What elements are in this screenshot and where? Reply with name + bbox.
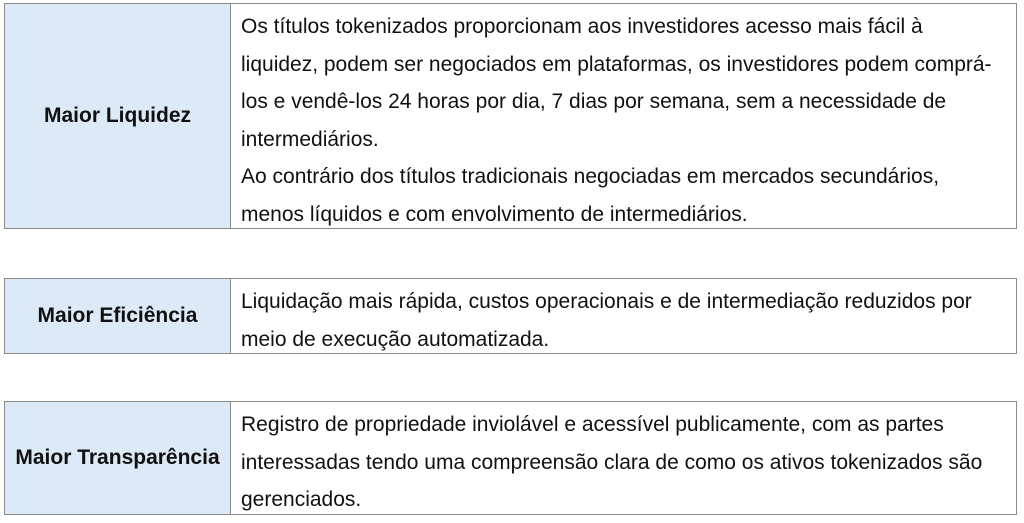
table-row-maior-liquidez [4,3,1017,229]
row-label-maior-liquidez: Maior Liquidez [5,4,231,228]
row-label-maior-eficiencia: Maior Eficiência [5,279,231,353]
description-paragraph: Os títulos tokenizados proporcionam aos investidores acesso mais fácil à liquidez, podem ser negociados em plataformas, os investidores podem comprá-los e vendê-los 24 horas por dia, 7 dias por semana, sem a necessidade de intermediários. [241,15,992,151]
row-label-maior-transparencia: Maior Transparência [5,402,231,514]
table-row-maior-transparencia [4,401,1017,515]
description-paragraph: Registro de propriedade inviolável e acessível publicamente, com as partes interessadas tendo uma compreensão clara de como os ativos tokenizados são gerenciados. [241,413,983,511]
description-paragraph: Liquidação mais rápida, custos operacionais e de intermediação reduzidos por meio de execução automatizada. [241,290,972,351]
row-description-maior-transparencia [231,402,1016,514]
row-description-maior-eficiencia [231,279,1016,353]
description-paragraph: Ao contrário dos títulos tradicionais negociadas em mercados secundários, menos líquidos e com envolvimento de intermediários. [241,165,940,226]
table-row-maior-eficiencia [4,278,1017,354]
row-description-maior-liquidez [231,4,1016,228]
